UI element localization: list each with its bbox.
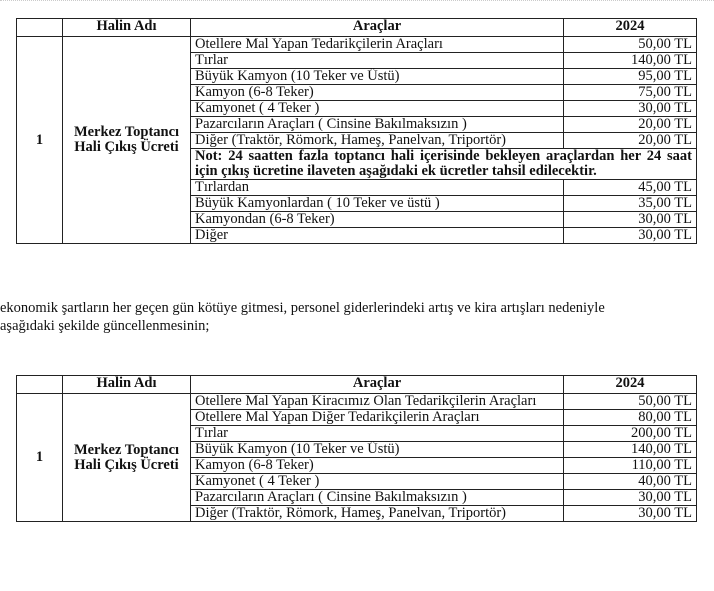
- fee-table-proposed: [16, 375, 697, 522]
- fee-cell: 30,00 TL: [564, 212, 697, 228]
- fee-cell: 30,00 TL: [564, 506, 697, 522]
- top-edge-line: [0, 0, 714, 3]
- row-number: 1: [17, 394, 63, 522]
- hal-name: [63, 37, 191, 244]
- vehicle-cell: Büyük Kamyonlardan ( 10 Teker ve üstü ): [191, 196, 564, 212]
- table-row: [17, 394, 697, 410]
- fee-cell: 20,00 TL: [564, 133, 697, 149]
- fee-cell: 30,00 TL: [564, 490, 697, 506]
- vehicle-cell: Tırlar: [191, 53, 564, 69]
- paragraph-line1: ekonomik şartların her geçen gün kötüye gitmesi, personel giderlerindeki artış ve kira artışları nedeniyle: [0, 300, 605, 316]
- fee-cell: 50,00 TL: [564, 37, 697, 53]
- vehicle-cell: Kamyon (6-8 Teker): [191, 458, 564, 474]
- hal-name-line1: Merkez Toptancı: [73, 124, 180, 140]
- row-number: 1: [17, 37, 63, 244]
- vehicle-cell: Tırlar: [191, 426, 564, 442]
- fee-table-current: [16, 18, 697, 244]
- note-text: Not: 24 saatten fazla toptancı hali içerisinde bekleyen araçlardan her 24 saat için çıkış ücretine ilaveten aşağıdaki ek ücretler tahsil edilecektir.: [191, 149, 697, 180]
- fee-cell: 80,00 TL: [564, 410, 697, 426]
- col-header-hal-adi: Halin Adı: [63, 376, 191, 394]
- fee-cell: 75,00 TL: [564, 85, 697, 101]
- vehicle-cell: Kamyonet ( 4 Teker ): [191, 474, 564, 490]
- fee-cell: 30,00 TL: [564, 101, 697, 117]
- fee-cell: 140,00 TL: [564, 442, 697, 458]
- fee-cell: 20,00 TL: [564, 117, 697, 133]
- fee-cell: 50,00 TL: [564, 394, 697, 410]
- vehicle-cell: Pazarcıların Araçları ( Cinsine Bakılmaksızın ): [191, 490, 564, 506]
- col-header-araclar: Araçlar: [191, 376, 564, 394]
- paragraph-line2: aşağıdaki şekilde güncellenmesinin;: [0, 318, 210, 334]
- vehicle-cell: Pazarcıların Araçları ( Cinsine Bakılmaksızın ): [191, 117, 564, 133]
- vehicle-cell: Diğer (Traktör, Römork, Hameş, Panelvan, Triportör): [191, 506, 564, 522]
- fee-cell: 35,00 TL: [564, 196, 697, 212]
- table-header-row: [17, 19, 697, 37]
- vehicle-cell: Büyük Kamyon (10 Teker ve Üstü): [191, 69, 564, 85]
- vehicle-cell: Otellere Mal Yapan Tedarikçilerin Araçları: [191, 37, 564, 53]
- vehicle-cell: Kamyondan (6-8 Teker): [191, 212, 564, 228]
- col-header-araclar: Araçlar: [191, 19, 564, 37]
- hal-name: [63, 394, 191, 522]
- hal-name-line2: Hali Çıkış Ücreti: [74, 139, 179, 155]
- table-row: [17, 37, 697, 53]
- col-header-no: [17, 376, 63, 394]
- vehicle-cell: Otellere Mal Yapan Kiracımız Olan Tedarikçilerin Araçları: [191, 394, 564, 410]
- fee-cell: 30,00 TL: [564, 228, 697, 244]
- vehicle-cell: Diğer (Traktör, Römork, Hameş, Panelvan, Triportör): [191, 133, 564, 149]
- fee-cell: 40,00 TL: [564, 474, 697, 490]
- hal-name-line2: Hali Çıkış Ücreti: [74, 456, 179, 473]
- col-header-year: 2024: [564, 19, 697, 37]
- hal-name-line1: Merkez Toptancı: [73, 441, 180, 458]
- vehicle-cell: Kamyon (6-8 Teker): [191, 85, 564, 101]
- table-header-row: [17, 376, 697, 394]
- fee-cell: 140,00 TL: [564, 53, 697, 69]
- fee-cell: 110,00 TL: [564, 458, 697, 474]
- col-header-year: 2024: [564, 376, 697, 394]
- vehicle-cell: Diğer: [191, 228, 564, 244]
- fee-cell: 200,00 TL: [564, 426, 697, 442]
- col-header-hal-adi: Halin Adı: [63, 19, 191, 37]
- fee-cell: 95,00 TL: [564, 69, 697, 85]
- col-header-no: [17, 19, 63, 37]
- body-paragraph: [0, 299, 714, 335]
- vehicle-cell: Tırlardan: [191, 180, 564, 196]
- fee-cell: 45,00 TL: [564, 180, 697, 196]
- vehicle-cell: Büyük Kamyon (10 Teker ve Üstü): [191, 442, 564, 458]
- vehicle-cell: Kamyonet ( 4 Teker ): [191, 101, 564, 117]
- vehicle-cell: Otellere Mal Yapan Diğer Tedarikçilerin Araçları: [191, 410, 564, 426]
